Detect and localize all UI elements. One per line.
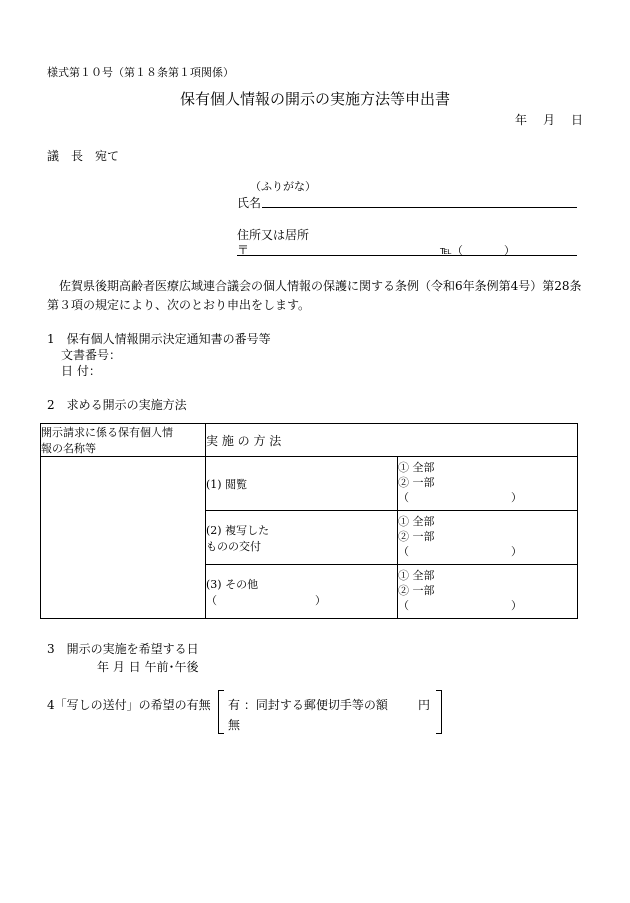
submission-date: 年 月 日 [515,113,586,127]
body-text-line2: 第３項の規定により、次のとおり申出をします。 [47,298,311,312]
option-part[interactable]: ② 一部 [398,584,435,597]
section3-heading: 3 開示の実施を希望する日 [47,642,199,656]
method-copy[interactable]: (2) 複写した ものの交付 [206,511,398,565]
other-detail[interactable]: （ ） [206,593,326,607]
postal-mark: 〒 [237,243,250,257]
addressee: 議 長 宛て [47,149,120,163]
doc-date-label: 日 付： [61,364,101,378]
tel-close: ） [504,244,515,257]
section1-heading: 1 保有個人情報開示決定通知書の番号等 [47,332,271,346]
right-bracket [436,690,442,734]
left-bracket [218,690,224,734]
option-yes[interactable]: 有 ：同封する郵便切手等の額 [228,698,388,712]
part-detail[interactable]: （ ） [398,599,522,612]
part-detail[interactable]: （ ） [398,491,522,504]
form-number: 様式第１０号（第１８条第１項関係） [47,66,234,79]
method-table [40,423,578,619]
option-all[interactable]: ① 全部 [398,569,435,582]
yen-label: 円 [418,698,431,712]
option-all[interactable]: ① 全部 [398,461,435,474]
scope-options-view[interactable] [398,457,578,511]
tel-label: ℡（ [440,244,463,257]
method-view[interactable]: (1) 閲覧 [206,457,398,511]
table-header-method: 実 施 の 方 法 [206,424,578,457]
item-name-cell[interactable] [41,457,206,619]
section4-heading: 4「写しの送付」の希望の有無 [47,698,211,712]
part-detail[interactable]: （ ） [398,545,522,558]
section2-heading: 2 求める開示の実施方法 [47,398,187,412]
name-input-line[interactable] [262,207,577,208]
address-input-line[interactable] [237,255,577,256]
address-label: 住所又は居所 [237,228,310,242]
option-part[interactable]: ② 一部 [398,476,435,489]
doc-number-label: 文書番号： [61,348,122,362]
page-title: 保有個人情報の開示の実施方法等申出書 [179,90,450,108]
furigana-label: （ふりがな） [250,180,316,193]
name-label: 氏名 [237,196,262,210]
scope-options-copy[interactable] [398,511,578,565]
body-text-line1: 佐賀県後期高齢者医療広域連合議会の個人情報の保護に関する条例（令和6年条例第4号）第28条 [59,279,582,293]
option-part[interactable]: ② 一部 [398,530,435,543]
method-other[interactable]: (3) その他 （ ） [206,565,398,619]
option-no[interactable]: 無 [228,718,241,732]
scope-options-other[interactable] [398,565,578,619]
option-all[interactable]: ① 全部 [398,515,435,528]
preferred-date[interactable]: 年 月 日 午前･午後 [97,660,199,674]
table-header-item: 開示請求に係る保有個人情 報の名称等 [41,424,206,457]
